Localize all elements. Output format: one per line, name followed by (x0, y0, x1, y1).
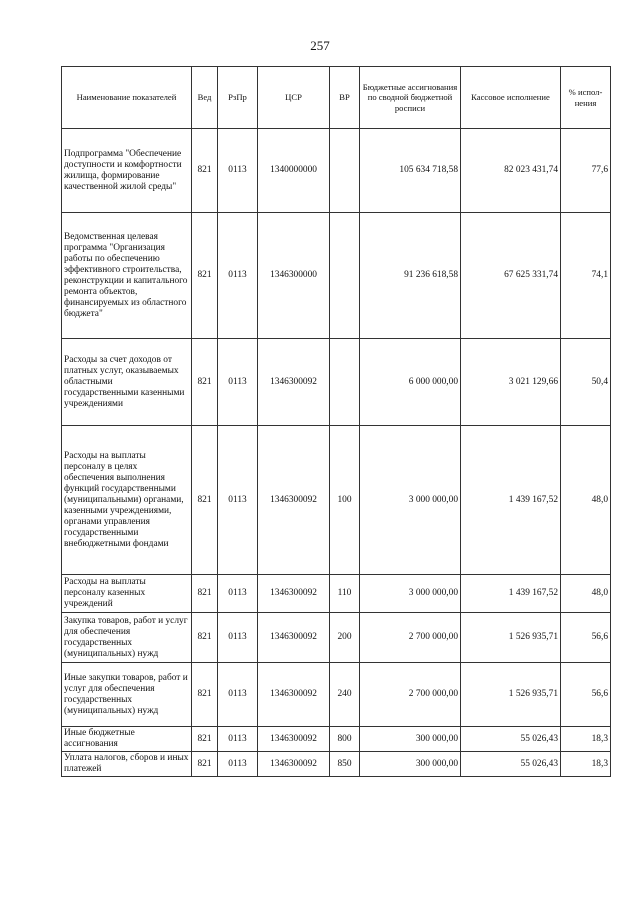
row-csr: 1346300092 (258, 663, 330, 727)
row-budget: 3 000 000,00 (360, 426, 461, 575)
table-row (62, 752, 611, 777)
row-csr: 1346300000 (258, 213, 330, 339)
header-cash: Кассовое исполнение (461, 67, 561, 129)
table-row (62, 613, 611, 663)
header-budget: Бюджетные ассигнования по сводной бюджетной росписи (360, 67, 461, 129)
header-percent: % испол-нения (561, 67, 611, 129)
row-ved: 821 (192, 663, 218, 727)
table-row (62, 213, 611, 339)
row-percent: 74,1 (561, 213, 611, 339)
row-ved: 821 (192, 213, 218, 339)
row-vr (330, 339, 360, 426)
row-cash: 82 023 431,74 (461, 129, 561, 213)
row-percent: 18,3 (561, 727, 611, 752)
row-percent: 56,6 (561, 663, 611, 727)
header-csr: ЦСР (258, 67, 330, 129)
row-csr: 1346300092 (258, 426, 330, 575)
row-percent: 48,0 (561, 426, 611, 575)
row-name: Уплата налогов, сборов и иных платежей (62, 752, 192, 777)
header-vr: ВР (330, 67, 360, 129)
table-row (62, 727, 611, 752)
row-ved: 821 (192, 129, 218, 213)
row-budget: 2 700 000,00 (360, 613, 461, 663)
row-name: Иные закупки товаров, работ и услуг для обеспечения государственных (муниципальных) нужд (62, 663, 192, 727)
table-header-row (62, 67, 611, 129)
row-cash: 67 625 331,74 (461, 213, 561, 339)
table-row (62, 663, 611, 727)
header-rzpr: РзПр (218, 67, 258, 129)
row-vr (330, 129, 360, 213)
row-cash: 3 021 129,66 (461, 339, 561, 426)
row-cash: 1 439 167,52 (461, 575, 561, 613)
row-cash: 55 026,43 (461, 752, 561, 777)
header-ved: Вед (192, 67, 218, 129)
header-name: Наименование показателей (62, 67, 192, 129)
row-vr (330, 213, 360, 339)
row-vr: 800 (330, 727, 360, 752)
row-ved: 821 (192, 752, 218, 777)
row-ved: 821 (192, 339, 218, 426)
budget-execution-table (61, 66, 611, 777)
row-rzpr: 0113 (218, 663, 258, 727)
row-csr: 1346300092 (258, 575, 330, 613)
table-row (62, 129, 611, 213)
row-vr: 850 (330, 752, 360, 777)
row-ved: 821 (192, 426, 218, 575)
row-rzpr: 0113 (218, 727, 258, 752)
row-budget: 3 000 000,00 (360, 575, 461, 613)
row-rzpr: 0113 (218, 426, 258, 575)
row-rzpr: 0113 (218, 613, 258, 663)
row-budget: 91 236 618,58 (360, 213, 461, 339)
row-cash: 1 526 935,71 (461, 663, 561, 727)
row-vr: 240 (330, 663, 360, 727)
row-rzpr: 0113 (218, 213, 258, 339)
row-cash: 55 026,43 (461, 727, 561, 752)
row-percent: 56,6 (561, 613, 611, 663)
row-name: Ведомственная целевая программа "Организация работы по обеспечению эффективного строительства, реконструкции и капитального ремонта объектов, финансируемых из областного бюджета" (62, 213, 192, 339)
row-percent: 50,4 (561, 339, 611, 426)
row-percent: 18,3 (561, 752, 611, 777)
row-csr: 1346300092 (258, 339, 330, 426)
row-vr: 110 (330, 575, 360, 613)
row-csr: 1346300092 (258, 727, 330, 752)
row-rzpr: 0113 (218, 752, 258, 777)
row-budget: 300 000,00 (360, 727, 461, 752)
row-csr: 1340000000 (258, 129, 330, 213)
table-row (62, 339, 611, 426)
page-number: 257 (310, 38, 330, 53)
row-cash: 1 526 935,71 (461, 613, 561, 663)
row-name: Расходы на выплаты персоналу казенных учреждений (62, 575, 192, 613)
row-budget: 6 000 000,00 (360, 339, 461, 426)
row-percent: 77,6 (561, 129, 611, 213)
table-row (62, 426, 611, 575)
row-name: Иные бюджетные ассигнования (62, 727, 192, 752)
row-cash: 1 439 167,52 (461, 426, 561, 575)
row-rzpr: 0113 (218, 575, 258, 613)
row-rzpr: 0113 (218, 339, 258, 426)
row-ved: 821 (192, 575, 218, 613)
row-budget: 2 700 000,00 (360, 663, 461, 727)
row-name: Подпрограмма "Обеспечение доступности и комфортности жилища, формирование качественной жилой среды" (62, 129, 192, 213)
row-budget: 105 634 718,58 (360, 129, 461, 213)
row-name: Расходы за счет доходов от платных услуг, оказываемых областными государственными казенными учреждениями (62, 339, 192, 426)
row-percent: 48,0 (561, 575, 611, 613)
row-name: Расходы на выплаты персоналу в целях обеспечения выполнения функций государственными (муниципальными) органами, казенными учреждениями, органами управления государственными внебюджетными фондами (62, 426, 192, 575)
row-name: Закупка товаров, работ и услуг для обеспечения государственных (муниципальных) нужд (62, 613, 192, 663)
table-row (62, 575, 611, 613)
row-csr: 1346300092 (258, 752, 330, 777)
row-budget: 300 000,00 (360, 752, 461, 777)
row-vr: 100 (330, 426, 360, 575)
row-vr: 200 (330, 613, 360, 663)
row-ved: 821 (192, 613, 218, 663)
row-ved: 821 (192, 727, 218, 752)
row-csr: 1346300092 (258, 613, 330, 663)
row-rzpr: 0113 (218, 129, 258, 213)
